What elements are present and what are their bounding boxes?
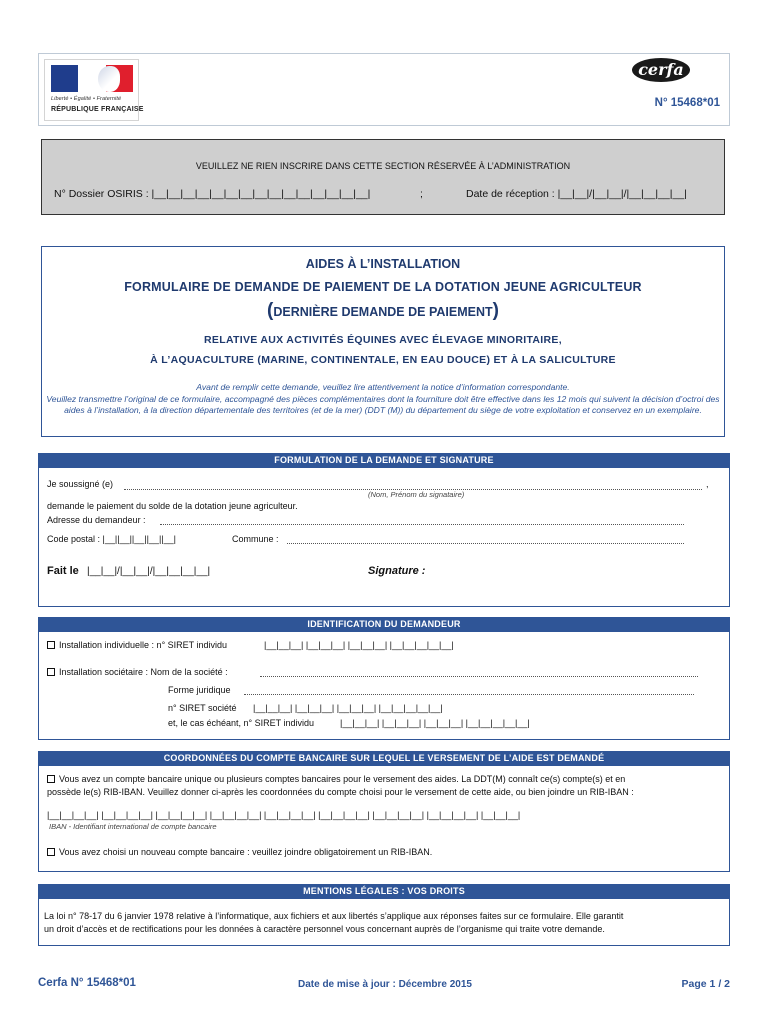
commune-input-line[interactable]	[287, 543, 684, 544]
company-installation-row	[47, 667, 228, 677]
admin-separator: ;	[420, 188, 423, 200]
new-account-row	[47, 847, 432, 857]
notice-line-2: Veuillez transmettre l’original de ce formulaire, accompagné des pièces complémentaires dont la fourniture doit être effective dans les 12 mois qui suivent la décision d’octroi des aides à l’installation, à la direction départementale des territoires (et de la mer) (DDT (M)) du département du siège de votre exploitation et conservez en un exemplaire.	[46, 393, 720, 416]
header-frame	[38, 53, 730, 126]
iban-label: IBAN - Identifiant international de compte bancaire	[49, 822, 217, 831]
company-siret-field[interactable]: |__|__|__| |__|__|__| |__|__|__| |__|__|__|__|__|	[253, 703, 443, 713]
company-siret-label: n° SIRET société	[168, 703, 237, 713]
soussigne-label: Je soussigné (e)	[47, 479, 114, 489]
iban-field[interactable]: |__|__|__|__| |__|__|__|__| |__|__|__|__| |__|__|__|__| |__|__|__|__| |__|__|__|__| |__|__|__|__| |__|__|__|__| |__|__|__|	[47, 810, 521, 820]
forme-juridique-input-line[interactable]	[244, 694, 694, 695]
title-line-1: AIDES À L’INSTALLATION	[305, 257, 461, 271]
title-line-3-text: DERNIÈRE DEMANDE DE PAIEMENT	[273, 305, 493, 319]
legal-text-line-1: La loi n° 78-17 du 6 janvier 1978 relative à l’informatique, aux fichiers et aux libertés s’applique aux réponses faites sur ce formulaire. Elle garantit	[44, 911, 624, 921]
title-paren-open: (	[267, 300, 274, 321]
republic-motto: Liberté • Égalité • Fraternité	[51, 96, 122, 102]
section-heading-legal: MENTIONS LÉGALES : VOS DROITS	[38, 884, 730, 899]
soussigne-comma: ,	[706, 479, 709, 489]
title-line-3	[41, 300, 725, 322]
individual-installation-row	[47, 640, 227, 650]
notice-text	[44, 382, 722, 417]
new-account-label: Vous avez choisi un nouveau compte bancaire : veuillez joindre obligatoirement un RIB-IBAN.	[59, 847, 433, 857]
demande-text: demande le paiement du solde de la dotation jeune agriculteur.	[47, 501, 298, 511]
unique-account-line-1: Vous avez un compte bancaire unique ou plusieurs comptes bancaires pour le versement des aides. La DDT(M) connaît ce(s) compte(s) et en	[59, 774, 626, 784]
unique-account-line-2: possède le(s) RIB-IBAN. Veuillez donner ci-après les coordonnées du compte choisi pour le versement de cette aide, ou bien joindre un RIB-IBAN :	[47, 786, 634, 797]
signature-label: Signature :	[368, 565, 426, 577]
demande-signature-section	[38, 453, 730, 607]
cerfa-form-number: N° 15468*01	[654, 97, 720, 109]
individual-siret-field[interactable]: |__|__|__| |__|__|__| |__|__|__| |__|__|__|__|__|	[264, 640, 454, 650]
legal-text	[44, 910, 726, 935]
unique-account-checkbox[interactable]	[47, 775, 55, 783]
title-line-5: À L’AQUACULTURE (MARINE, CONTINENTALE, EN EAU DOUCE) ET À LA SALICULTURE	[150, 354, 616, 366]
republic-name: RÉPUBLIQUE FRANÇAISE	[51, 106, 144, 113]
notice-line-1: Avant de remplir cette demande, veuillez lire attentivement la notice d’information correspondante.	[196, 382, 570, 392]
marianne-flag-icon	[51, 65, 133, 92]
title-line-2: FORMULAIRE DE DEMANDE DE PAIEMENT DE LA DOTATION JEUNE AGRICULTEUR	[124, 280, 642, 294]
legal-text-line-2: un droit d’accès et de rectifications pour les données à caractère personnel vous concernant auprès de l’organisme qui traite votre demande.	[44, 923, 605, 934]
title-paren-close: )	[492, 300, 499, 321]
fait-le-label: Fait le	[47, 565, 79, 577]
individual-installation-checkbox[interactable]	[47, 641, 55, 649]
nom-prenom-hint: (Nom, Prénom du signataire)	[368, 490, 465, 499]
section-heading-bank: COORDONNÉES DU COMPTE BANCAIRE SUR LEQUEL LE VERSEMENT DE L’AIDE EST DEMANDÉ	[38, 751, 730, 766]
section-heading-demande: FORMULATION DE LA DEMANDE ET SIGNATURE	[38, 453, 730, 468]
title-line-4: RELATIVE AUX ACTIVITÉS ÉQUINES AVEC ÉLEVAGE MINORITAIRE,	[204, 334, 562, 346]
secondary-siret-label: et, le cas échéant, n° SIRET individu	[168, 718, 315, 728]
adresse-label: Adresse du demandeur :	[47, 515, 146, 525]
reception-date-field: Date de réception : |__|__|/|__|__|/|__|__|__|__|	[466, 188, 687, 200]
individual-installation-label: Installation individuelle : n° SIRET individu	[59, 640, 228, 650]
company-installation-checkbox[interactable]	[47, 668, 55, 676]
section-heading-identification: IDENTIFICATION DU DEMANDEUR	[38, 617, 730, 632]
company-name-input-line[interactable]	[260, 676, 698, 677]
unique-account-paragraph	[47, 773, 727, 798]
commune-label: Commune :	[232, 534, 279, 544]
code-postal-field[interactable]: Code postal : |__||__||__||__||__|	[47, 534, 176, 544]
fait-le-date-field[interactable]: |__|__|/|__|__|/|__|__|__|__|	[87, 566, 211, 577]
footer-page-number: Page 1 / 2	[681, 978, 730, 990]
admin-section-title: VEUILLEZ NE RIEN INSCRIRE DANS CETTE SECTION RÉSERVÉE À L’ADMINISTRATION	[195, 161, 571, 171]
footer-update-date: Date de mise à jour : Décembre 2015	[298, 979, 472, 990]
company-installation-label: Installation sociétaire : Nom de la société :	[59, 667, 228, 677]
secondary-siret-field[interactable]: |__|__|__| |__|__|__| |__|__|__| |__|__|__|__|__|	[340, 718, 530, 728]
footer-cerfa-number: Cerfa N° 15468*01	[38, 977, 136, 989]
adresse-input-line[interactable]	[160, 524, 684, 525]
cerfa-logo: cerfa	[632, 58, 690, 82]
new-account-checkbox[interactable]	[47, 848, 55, 856]
republique-francaise-logo	[44, 59, 144, 121]
forme-juridique-label: Forme juridique	[168, 685, 231, 695]
admin-reserved-section	[41, 139, 725, 215]
osiris-dossier-field: N° Dossier OSIRIS : |__|__|__|__|__|__|__|__|__|__|__|__|__|__|__|	[54, 188, 371, 200]
